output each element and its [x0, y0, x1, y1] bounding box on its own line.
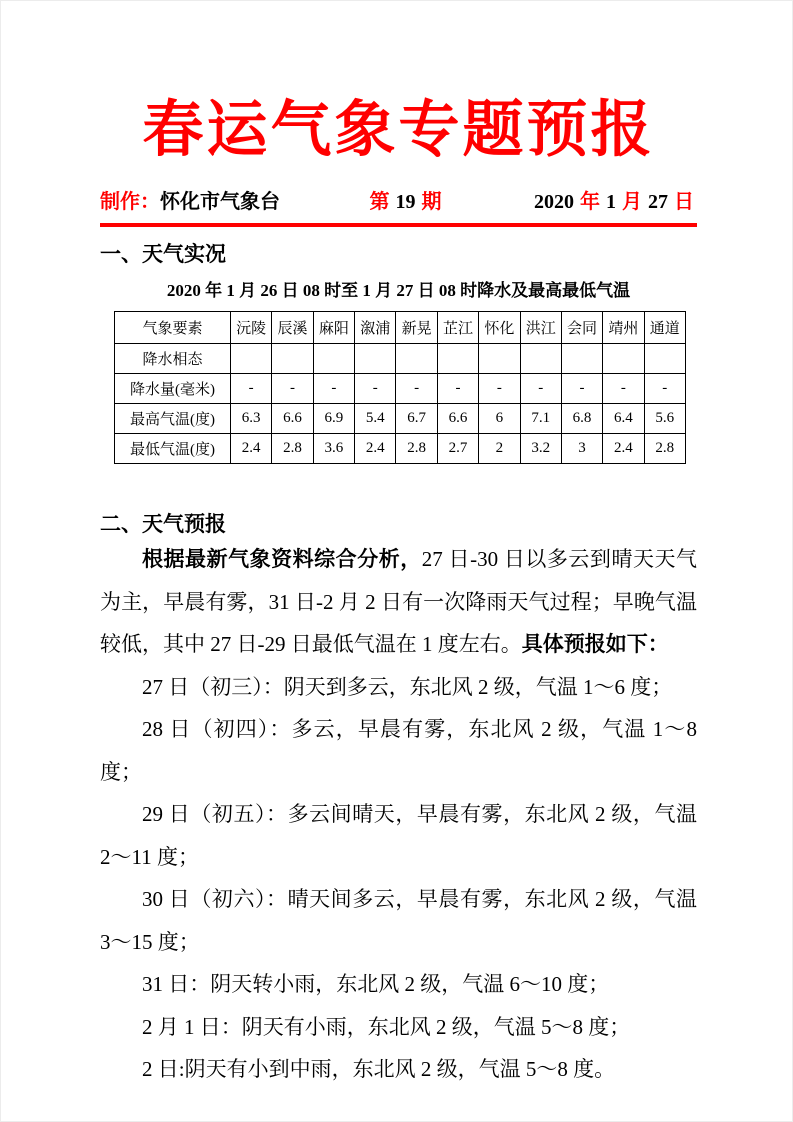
issue-number [367, 189, 445, 215]
summary-body: 27 日-30 日以多云到晴天天气为主，早晨有雾，31 日-2 月 2 日有一次降雨天气过程；早晚气温较低，其中 27 日-29 日最低气温在 1 度左右。 [100, 547, 698, 656]
column-header: 会同 [561, 312, 602, 344]
table-cell: - [272, 374, 313, 404]
table-cell: - [479, 374, 520, 404]
producer [100, 189, 280, 215]
table-cell: 2.8 [272, 434, 313, 464]
table-cell [396, 344, 437, 374]
table-cell: 3.2 [520, 434, 561, 464]
table-cell: 3.6 [313, 434, 354, 464]
column-header: 芷江 [437, 312, 478, 344]
table-cell [437, 344, 478, 374]
table-cell: 6.9 [313, 404, 354, 434]
document-title: 春运气象专题预报 [142, 97, 655, 164]
weather-observation-table [114, 311, 686, 464]
producer-label: 制作： [100, 191, 160, 213]
forecast-item-day27: 27 日（初三）：阴天到多云，东北风 2 级，气温 1～6 度； [142, 674, 673, 699]
table-row-min-temp [115, 434, 686, 464]
column-header: 辰溪 [272, 312, 313, 344]
table-cell [313, 344, 354, 374]
row-label: 降水相态 [115, 344, 231, 374]
forecast-summary [100, 538, 697, 666]
table-row-precip-phase [115, 344, 686, 374]
table-cell: 6.7 [396, 404, 437, 434]
table-cell: 6.4 [603, 404, 644, 434]
table-cell: - [520, 374, 561, 404]
row-label: 最低气温(度) [115, 434, 231, 464]
forecast-item-day29: 29 日（初五）：多云间晴天，早晨有雾，东北风 2 级，气温 2～11 度； [100, 802, 697, 869]
row-label: 降水量(毫米) [115, 374, 231, 404]
table-cell: 6.8 [561, 404, 602, 434]
column-header: 靖州 [603, 312, 644, 344]
row-label: 最高气温(度) [115, 404, 231, 434]
forecast-item-day31: 31 日：阴天转小雨，东北风 2 级，气温 6～10 度； [142, 972, 610, 996]
forecast-item-day28: 28 日（初四）：多云，早晨有雾，东北风 2 级，气温 1～8 度； [100, 717, 697, 784]
column-header: 洪江 [520, 312, 561, 344]
issue-suffix: 期 [421, 191, 442, 213]
issue-prefix: 第 [369, 191, 390, 213]
date-month-unit: 月 [622, 191, 642, 213]
summary-tail-bold: 具体预报如下： [521, 632, 669, 656]
date-year-unit: 年 [580, 191, 600, 213]
table-cell: - [644, 374, 685, 404]
header-rule [100, 223, 697, 227]
table-cell [644, 344, 685, 374]
table-cell: 6.6 [437, 404, 478, 434]
column-header: 新晃 [396, 312, 437, 344]
column-header: 麻阳 [313, 312, 354, 344]
table-cell: 2.4 [231, 434, 272, 464]
date-day-unit: 日 [674, 191, 694, 213]
table-cell [355, 344, 396, 374]
table-cell: 2.4 [603, 434, 644, 464]
table-cell: - [231, 374, 272, 404]
table-cell: - [396, 374, 437, 404]
column-header: 气象要素 [115, 312, 231, 344]
issue-value: 19 [395, 191, 416, 213]
table-cell: - [313, 374, 354, 404]
table-row-precip-amount [115, 374, 686, 404]
observation-table-title: 2020 年 1 月 26 日 08 时至 1 月 27 日 08 时降水及最高最低气温 [166, 281, 631, 300]
table-cell: - [437, 374, 478, 404]
column-header: 怀化 [479, 312, 520, 344]
table-row-max-temp [115, 404, 686, 434]
column-header: 沅陵 [231, 312, 272, 344]
date-month: 1 [606, 191, 616, 213]
table-cell: 2.8 [396, 434, 437, 464]
table-cell: - [561, 374, 602, 404]
table-cell: - [355, 374, 396, 404]
table-cell [520, 344, 561, 374]
table-cell: 5.4 [355, 404, 396, 434]
table-cell [603, 344, 644, 374]
table-header-row [115, 312, 686, 344]
producer-value: 怀化市气象台 [160, 191, 280, 213]
table-cell: 2.4 [355, 434, 396, 464]
meta-row [100, 189, 697, 215]
issue-date [531, 189, 697, 215]
table-cell [561, 344, 602, 374]
summary-lead-bold: 根据最新气象资料综合分析， [142, 547, 422, 571]
section-heading-forecast: 二、天气预报 [100, 512, 226, 536]
date-year: 2020 [534, 191, 574, 213]
table-cell [272, 344, 313, 374]
table-cell: 5.6 [644, 404, 685, 434]
table-cell [479, 344, 520, 374]
table-cell: 2.8 [644, 434, 685, 464]
table-cell: 7.1 [520, 404, 561, 434]
section-heading-observation: 一、天气实况 [100, 242, 226, 266]
column-header: 通道 [644, 312, 685, 344]
table-cell: 6 [479, 404, 520, 434]
column-header: 溆浦 [355, 312, 396, 344]
forecast-item-day30: 30 日（初六）：晴天间多云，早晨有雾，东北风 2 级，气温 3～15 度； [100, 887, 697, 954]
table-cell: - [603, 374, 644, 404]
table-cell [231, 344, 272, 374]
table-cell: 3 [561, 434, 602, 464]
table-cell: 2 [479, 434, 520, 464]
forecast-item-feb1: 2 月 1 日：阴天有小雨，东北风 2 级，气温 5～8 度； [142, 1014, 631, 1039]
table-cell: 6.6 [272, 404, 313, 434]
forecast-item-feb2: 2 日:阴天有小到中雨，东北风 2 级，气温 5～8 度。 [142, 1057, 616, 1081]
date-day: 27 [648, 191, 668, 213]
table-cell: 2.7 [437, 434, 478, 464]
table-cell: 6.3 [231, 404, 272, 434]
